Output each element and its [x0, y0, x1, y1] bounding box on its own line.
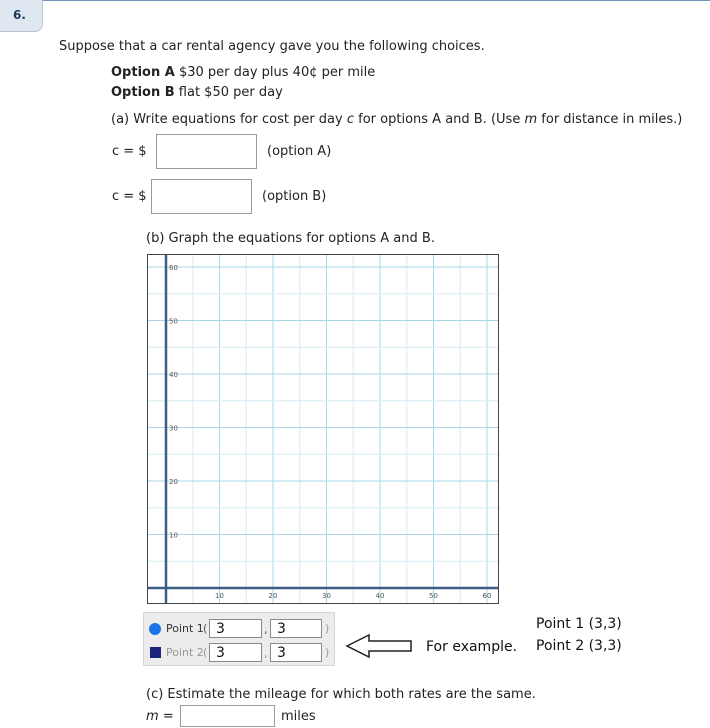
point1-open-paren: ( — [203, 622, 208, 635]
point1-y-input[interactable] — [270, 619, 322, 638]
y-tick-label: 40 — [169, 371, 178, 379]
point-entry-panel — [143, 612, 335, 666]
header-rule — [43, 0, 710, 1]
point1-comma: , — [264, 623, 268, 636]
x-tick-label: 60 — [482, 592, 492, 600]
part-c-prompt: (c) Estimate the mileage for which both rates are the same. — [146, 687, 536, 702]
point2-x-input[interactable] — [209, 643, 262, 662]
question-intro: Suppose that a car rental agency gave you the following choices. — [59, 39, 485, 54]
example-point2: Point 2 (3,3) — [536, 638, 622, 654]
point2-square-icon[interactable] — [150, 647, 161, 658]
eq-a-prefix: c = $ — [112, 144, 147, 159]
point2-close-paren: ) — [325, 646, 330, 659]
y-tick-label: 60 — [169, 264, 178, 272]
mileage-input[interactable] — [180, 705, 275, 727]
x-tick-label: 20 — [268, 592, 278, 600]
var-m: m — [524, 112, 538, 127]
option-b-label-text: (option B) — [262, 189, 327, 204]
part-b-prompt: (b) Graph the equations for options A and B. — [146, 231, 435, 246]
y-tick-label: 10 — [169, 531, 178, 540]
eq-b-prefix: c = $ — [112, 189, 147, 204]
option-b-line — [111, 85, 283, 100]
part-a-prompt-mid: for options A and B. (Use — [358, 112, 521, 127]
x-tick-label: 10 — [215, 592, 224, 600]
option-a-equation-input[interactable] — [156, 134, 257, 169]
point2-comma: , — [264, 647, 268, 660]
mileage-unit: miles — [281, 709, 316, 724]
point1-label: Point 1 — [166, 622, 204, 635]
y-tick-label: 20 — [169, 478, 178, 486]
point2-open-paren: ( — [203, 646, 208, 659]
y-tick-label: 30 — [169, 424, 178, 433]
graph-area[interactable] — [147, 254, 499, 604]
example-text: For example. — [426, 639, 518, 655]
option-b-equation-input[interactable] — [151, 179, 252, 214]
point2-y-input[interactable] — [270, 643, 322, 662]
option-a-label-text: (option A) — [267, 144, 332, 159]
option-a-text: $30 per day plus 40¢ per mile — [178, 65, 376, 80]
point1-x-input[interactable] — [209, 619, 262, 638]
x-tick-label: 50 — [429, 592, 438, 600]
chart[interactable] — [148, 255, 498, 603]
example-point1: Point 1 (3,3) — [536, 616, 622, 632]
part-a-prompt-start: (a) Write equations for cost per day — [111, 112, 343, 127]
y-tick-label: 50 — [169, 317, 178, 326]
part-c-equals: = — [162, 709, 174, 724]
option-b-label: Option B — [111, 85, 175, 100]
option-b-text: flat $50 per day — [178, 85, 283, 100]
part-c-answer-prefix — [146, 709, 174, 724]
option-a-line — [111, 65, 375, 80]
point2-label: Point 2 — [166, 646, 204, 659]
point1-circle-icon[interactable] — [149, 623, 161, 635]
part-c-var-m: m — [146, 709, 159, 724]
option-a-label: Option A — [111, 65, 175, 80]
part-a-prompt — [111, 112, 682, 127]
point1-close-paren: ) — [325, 622, 330, 635]
question-number: 6. — [0, 0, 43, 32]
var-c: c — [346, 112, 355, 127]
x-tick-label: 40 — [375, 592, 385, 600]
part-a-prompt-end: for distance in miles.) — [541, 112, 683, 127]
x-tick-label: 30 — [322, 592, 331, 600]
left-arrow-icon — [345, 632, 415, 660]
